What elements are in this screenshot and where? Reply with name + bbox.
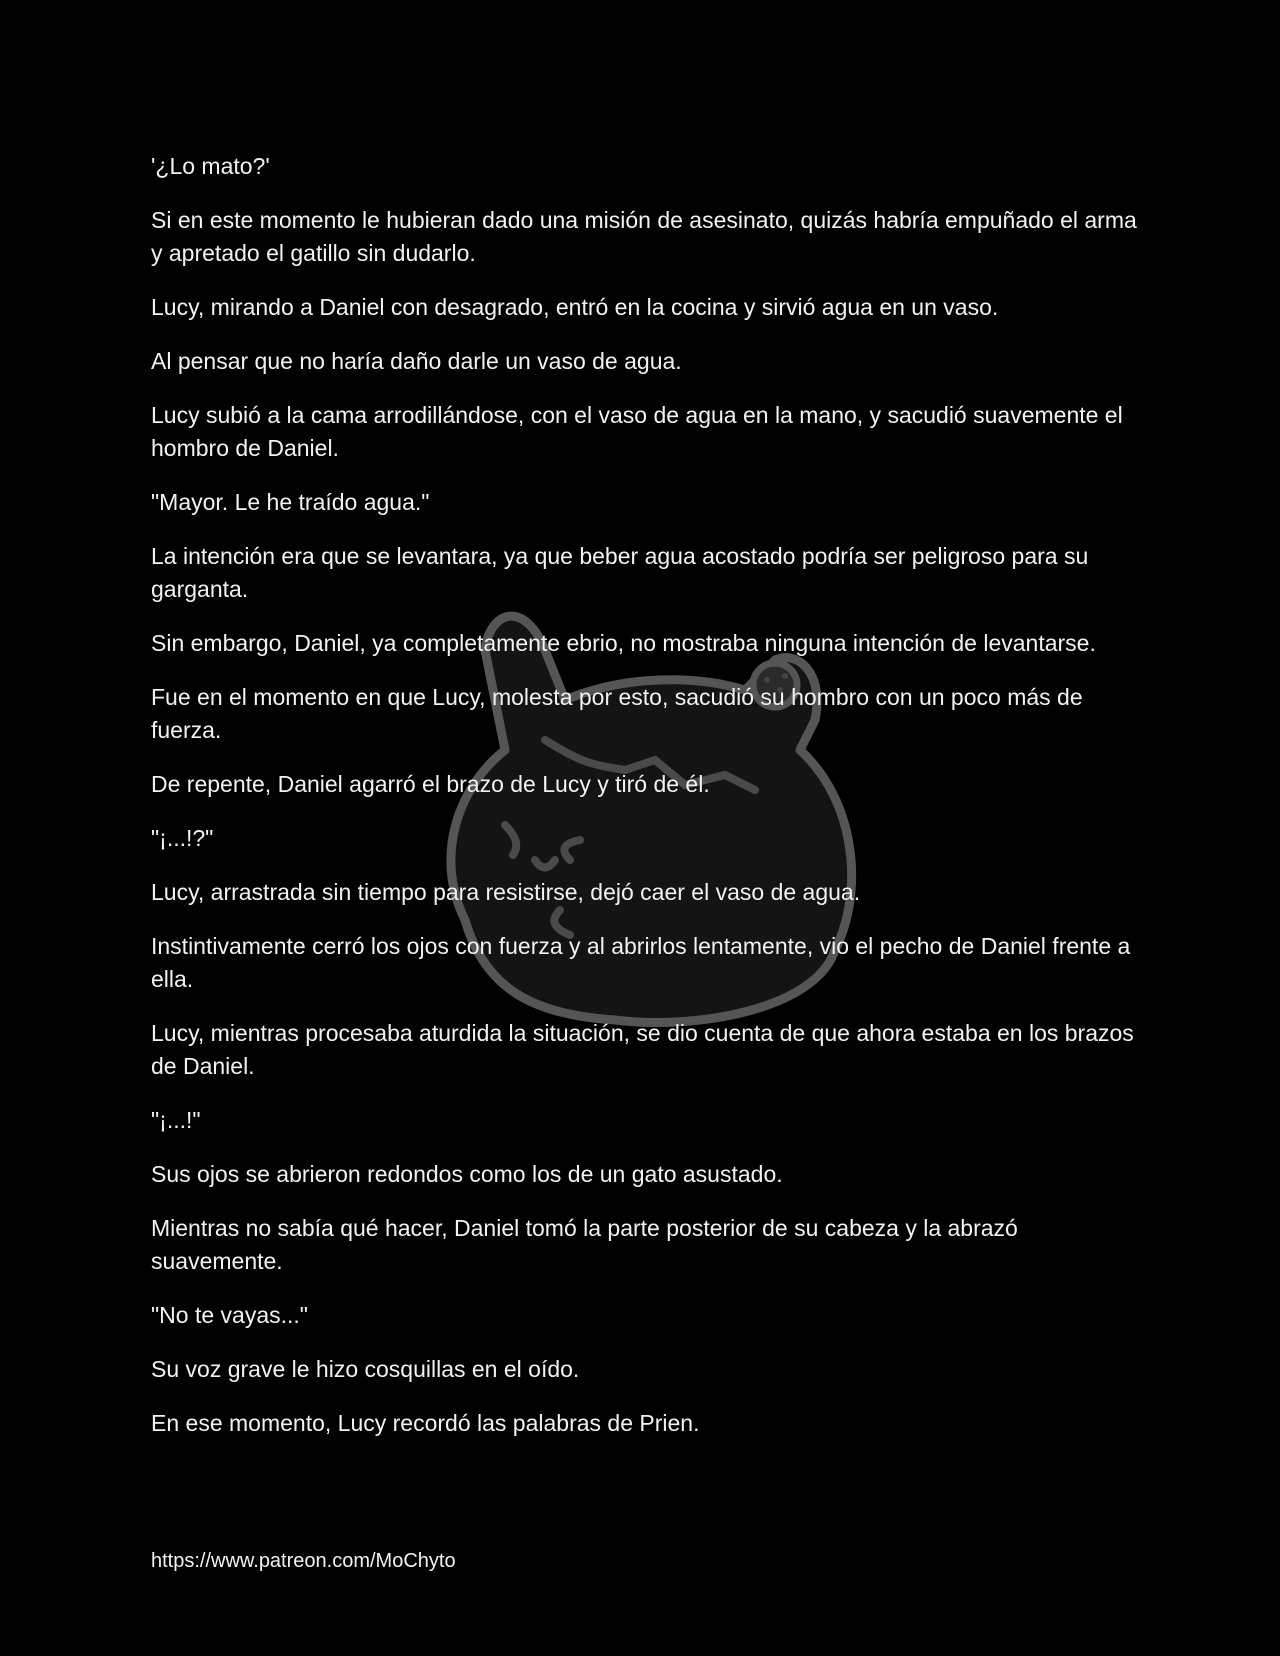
paragraph: Mientras no sabía qué hacer, Daniel tomó la parte posterior de su cabeza y la abrazó suavemente.	[151, 1215, 1018, 1274]
paragraph: Su voz grave le hizo cosquillas en el oído.	[151, 1356, 580, 1382]
paragraph: Sin embargo, Daniel, ya completamente ebrio, no mostraba ninguna intención de levantarse.	[151, 630, 1096, 656]
paragraph: Instintivamente cerró los ojos con fuerza y al abrirlos lentamente, vio el pecho de Daniel frente a ella.	[151, 933, 1131, 992]
paragraph: "¡...!"	[151, 1107, 201, 1133]
paragraph: "¡...!?"	[151, 825, 214, 851]
paragraph: La intención era que se levantara, ya que beber agua acostado podría ser peligroso para su garganta.	[151, 543, 1089, 602]
document-body	[151, 150, 1141, 1461]
paragraph: Lucy subió a la cama arrodillándose, con el vaso de agua en la mano, y sacudió suavemente el hombro de Daniel.	[151, 402, 1123, 461]
paragraph: Lucy, mientras procesaba aturdida la situación, se dio cuenta de que ahora estaba en los brazos de Daniel.	[151, 1020, 1134, 1079]
paragraph: De repente, Daniel agarró el brazo de Lucy y tiró de él.	[151, 771, 710, 797]
paragraph: '¿Lo mato?'	[151, 153, 270, 179]
paragraph: "Mayor. Le he traído agua."	[151, 489, 430, 515]
paragraph: Sus ojos se abrieron redondos como los de un gato asustado.	[151, 1161, 783, 1187]
paragraph: Lucy, mirando a Daniel con desagrado, entró en la cocina y sirvió agua en un vaso.	[151, 294, 999, 320]
paragraph: Fue en el momento en que Lucy, molesta por esto, sacudió su hombro con un poco más de fuerza.	[151, 684, 1083, 743]
paragraph: Al pensar que no haría daño darle un vaso de agua.	[151, 348, 682, 374]
paragraph: "No te vayas..."	[151, 1302, 308, 1328]
paragraph: En ese momento, Lucy recordó las palabras de Prien.	[151, 1410, 700, 1436]
paragraph: Si en este momento le hubieran dado una misión de asesinato, quizás habría empuñado el arma y apretado el gatillo sin dudarlo.	[151, 207, 1137, 266]
paragraph: Lucy, arrastrada sin tiempo para resistirse, dejó caer el vaso de agua.	[151, 879, 861, 905]
patreon-link[interactable]: https://www.patreon.com/MoChyto	[151, 1550, 456, 1572]
